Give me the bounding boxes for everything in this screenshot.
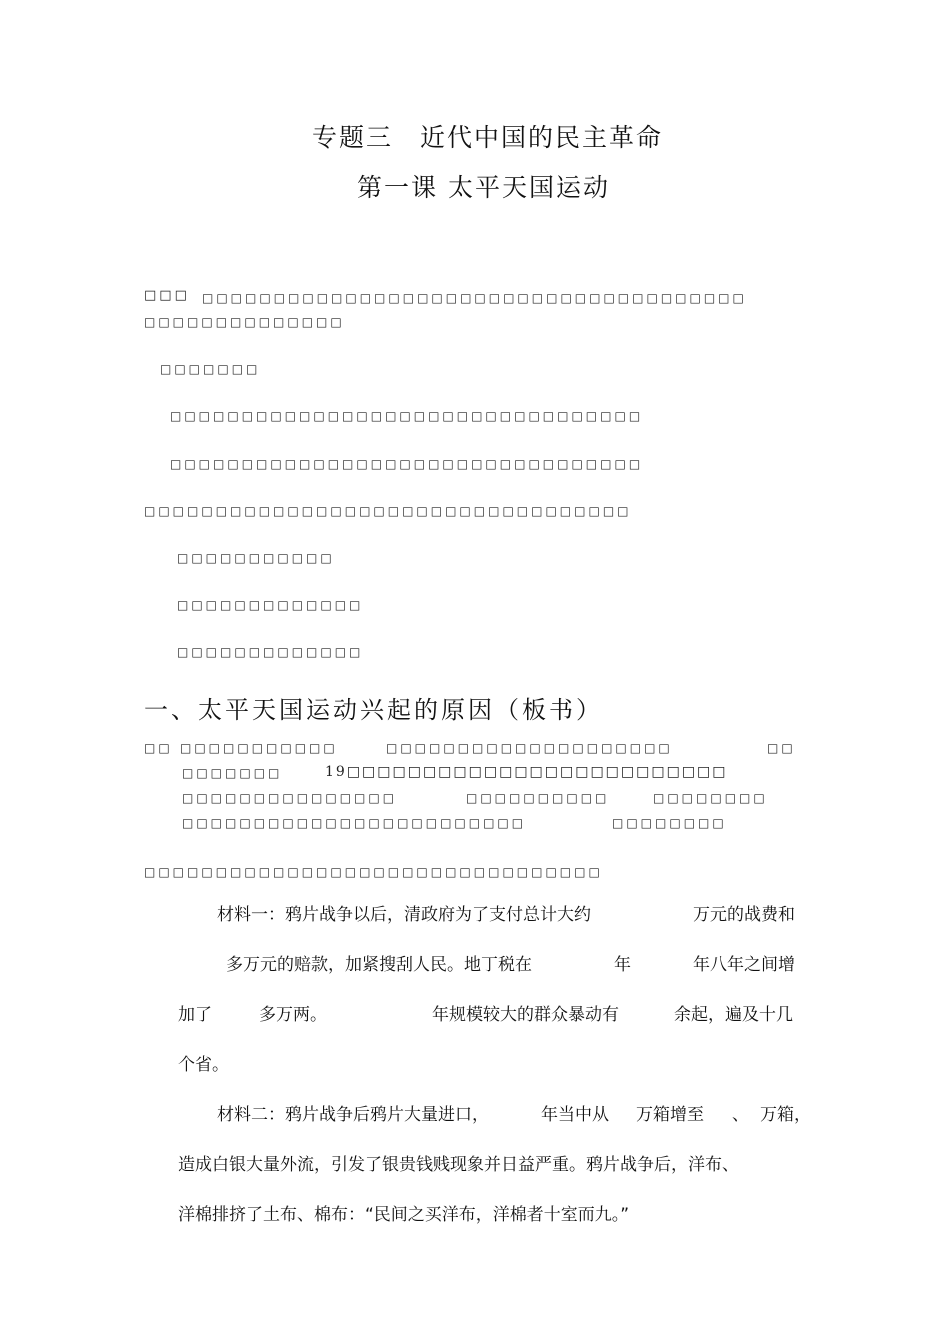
- table-cell: □□: [144, 741, 173, 755]
- garbled-line: □□□□□□□□□□□□□□□□□□□□□□□□□□□□□□□□□□□□□□: [202, 291, 747, 305]
- material-1-text: 材料一：鸦片战争以后，清政府为了支付总计大约: [217, 905, 591, 925]
- material-1-text: 加了: [178, 1005, 212, 1025]
- garbled-line: □□□□□□□□□□□□□□□□□□□□□□□□□□□□□□□□□: [170, 457, 644, 471]
- material-2-text: 万箱增至: [636, 1105, 704, 1125]
- material-2-text: 、: [732, 1105, 749, 1125]
- table-cell: 19□□□□□□□□□□□□□□□□□□□□□□□□□: [325, 764, 728, 780]
- table-cell: □□□□□□□□: [653, 791, 768, 805]
- material-1-text: 年: [614, 955, 631, 975]
- table-cell: □□□□□□□□□□: [466, 791, 610, 805]
- garbled-line: □□□□□□□□□□□□□□□□□□□□□□□□□□□□□□□□□□: [144, 504, 632, 518]
- table-cell: □□□□□□□□□□□□□□□□□□□□□□□□: [182, 816, 527, 830]
- table-cell: □□□□□□□□□□□□□□□: [182, 791, 398, 805]
- material-2-text: 材料二：鸦片战争后鸦片大量进口，: [217, 1105, 489, 1125]
- material-1-text: 多万元的赔款，加紧搜刮人民。地丁税在: [226, 955, 532, 975]
- table-cell: □□: [767, 741, 796, 755]
- material-2-text: 年当中从: [541, 1105, 609, 1125]
- material-1-text: 年规模较大的群众暴动有: [432, 1005, 619, 1025]
- material-2-text: 造成白银大量外流，引发了银贵钱贱现象并日益严重。鸦片战争后，洋布、: [178, 1155, 739, 1175]
- lesson-title: 第一课 太平天国运动: [357, 173, 610, 202]
- table-cell: □□□□□□□□□□□: [180, 741, 338, 755]
- garbled-label: □□□: [144, 288, 190, 303]
- question-line: □□□□□□□□□□□□□□□□□□□□□□□□□□□□□□□□: [144, 865, 603, 879]
- table-cell: □□□□□□□: [182, 766, 283, 780]
- section-heading: 一、太平天国运动兴起的原因（板书）: [144, 696, 603, 724]
- material-1-text: 多万两。: [259, 1005, 327, 1025]
- topic-title: 专题三 近代中国的民主革命: [312, 123, 664, 152]
- material-2-text: 洋棉排挤了土布、棉布：“民间之买洋布，洋棉者十室而九。”: [178, 1205, 630, 1225]
- material-1-text: 万元的战费和: [693, 905, 795, 925]
- table-cell: □□□□□□□□: [612, 816, 727, 830]
- garbled-line: □□□□□□□□□□□: [177, 551, 335, 565]
- garbled-line: □□□□□□□□□□□□□□□□□□□□□□□□□□□□□□□□□: [170, 409, 644, 423]
- garbled-line: □□□□□□□□□□□□□□: [144, 315, 345, 329]
- material-1-text: 余起，遍及十几: [674, 1005, 793, 1025]
- garbled-line: □□□□□□□□□□□□□: [177, 598, 364, 612]
- material-2-text: 万箱，: [760, 1105, 811, 1125]
- material-1-text: 个省。: [178, 1055, 229, 1075]
- material-1-text: 年八年之间增: [693, 955, 795, 975]
- garbled-line: □□□□□□□□□□□□□: [177, 645, 364, 659]
- table-cell: □□□□□□□□□□□□□□□□□□□□: [386, 741, 673, 755]
- garbled-line: □□□□□□□: [160, 362, 261, 376]
